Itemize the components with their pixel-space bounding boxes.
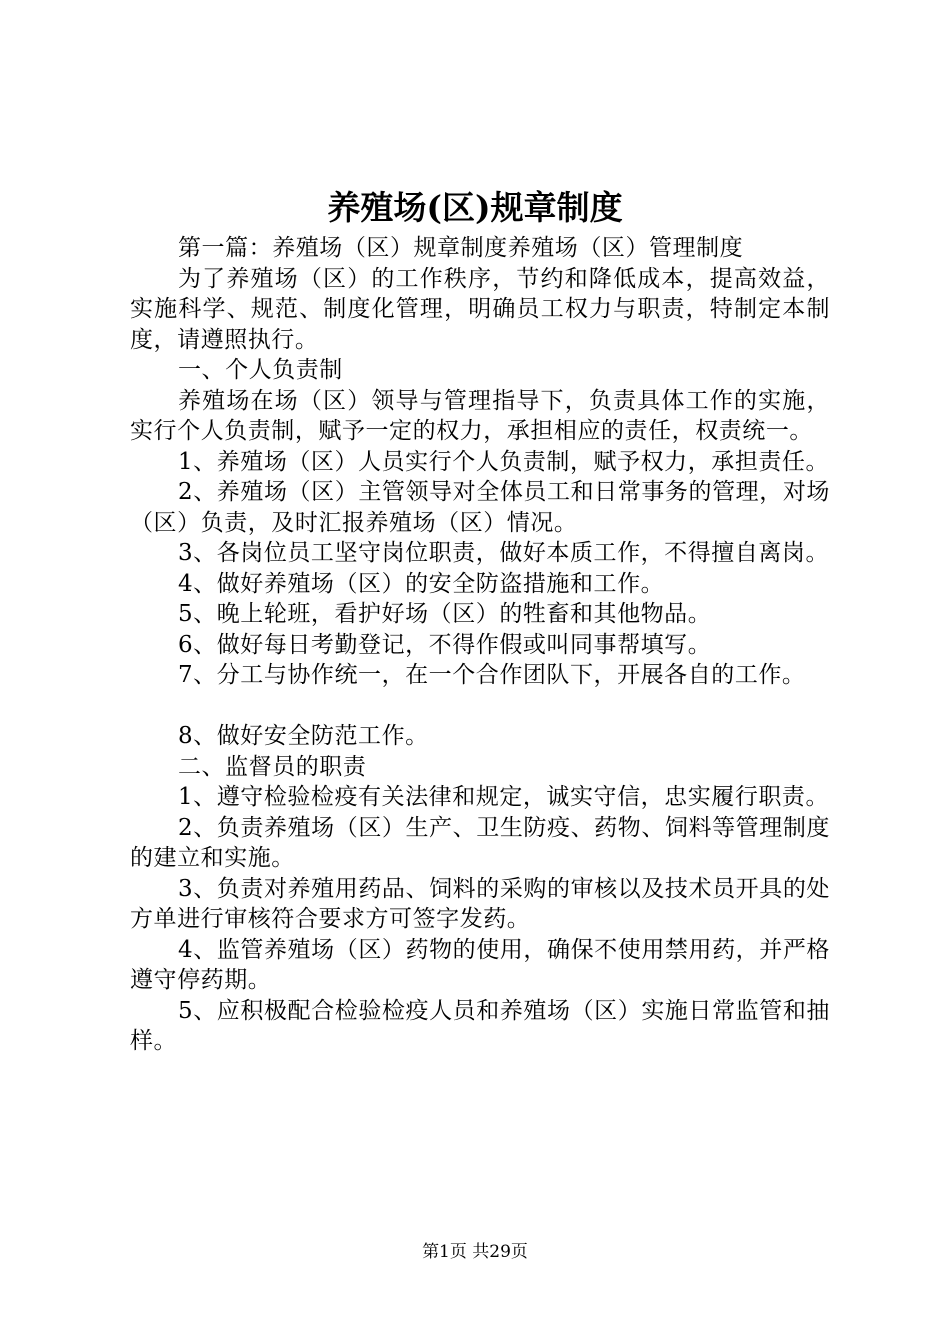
section-intro-paragraph: 养殖场在场（区）领导与管理指导下，负责具体工作的实施，实行个人负责制，赋予一定的权力，承担相应的责任，权责统一。 xyxy=(130,387,830,444)
list-item: 5、应积极配合检验检疫人员和养殖场（区）实施日常监管和抽样。 xyxy=(130,997,830,1054)
chapter-heading: 第一篇：养殖场（区）规章制度养殖场（区）管理制度 xyxy=(178,235,744,261)
list-item: 2、负责养殖场（区）生产、卫生防疫、药物、饲料等管理制度的建立和实施。 xyxy=(130,814,830,871)
list-item: 6、做好每日考勤登记，不得作假或叫同事帮填写。 xyxy=(178,631,712,658)
document-body xyxy=(130,233,830,1057)
blank-line xyxy=(130,691,830,722)
list-item: 1、遵守检验检疫有关法律和规定，诚实守信，忠实履行职责。 xyxy=(178,784,830,810)
list-item: 7、分工与协作统一，在一个合作团队下，开展各自的工作。 xyxy=(178,662,806,688)
list-item: 1、养殖场（区）人员实行个人负责制，赋予权力，承担责任。 xyxy=(178,448,830,475)
page-number-footer: 第1页 共29页 xyxy=(422,1242,528,1262)
list-item: 3、负责对养殖用药品、饲料的采购的审核以及技术员开具的处方单进行审核符合要求方可签字发药。 xyxy=(130,875,830,932)
list-item: 2、养殖场（区）主管领导对全体员工和日常事务的管理，对场（区）负责，及时汇报养殖场（区）情况。 xyxy=(130,479,830,536)
intro-paragraph: 为了养殖场（区）的工作秩序，节约和降低成本，提高效益，实施科学、规范、制度化管理，明确员工权力与职责，特制定本制度，请遵照执行。 xyxy=(130,265,830,353)
list-item: 4、监管养殖场（区）药物的使用，确保不使用禁用药，并严格遵守停药期。 xyxy=(130,936,830,993)
list-item: 8、做好安全防范工作。 xyxy=(178,723,429,749)
list-item: 4、做好养殖场（区）的安全防盗措施和工作。 xyxy=(178,570,665,597)
document-title: 养殖场(区)规章制度 xyxy=(327,188,623,227)
list-item: 5、晚上轮班，看护好场（区）的牲畜和其他物品。 xyxy=(178,601,712,627)
list-item: 3、各岗位员工坚守岗位职责，做好本质工作，不得擅自离岗。 xyxy=(178,540,830,566)
section-heading-1: 一、个人负责制 xyxy=(178,357,343,383)
section-heading-2: 二、监督员的职责 xyxy=(178,753,367,780)
